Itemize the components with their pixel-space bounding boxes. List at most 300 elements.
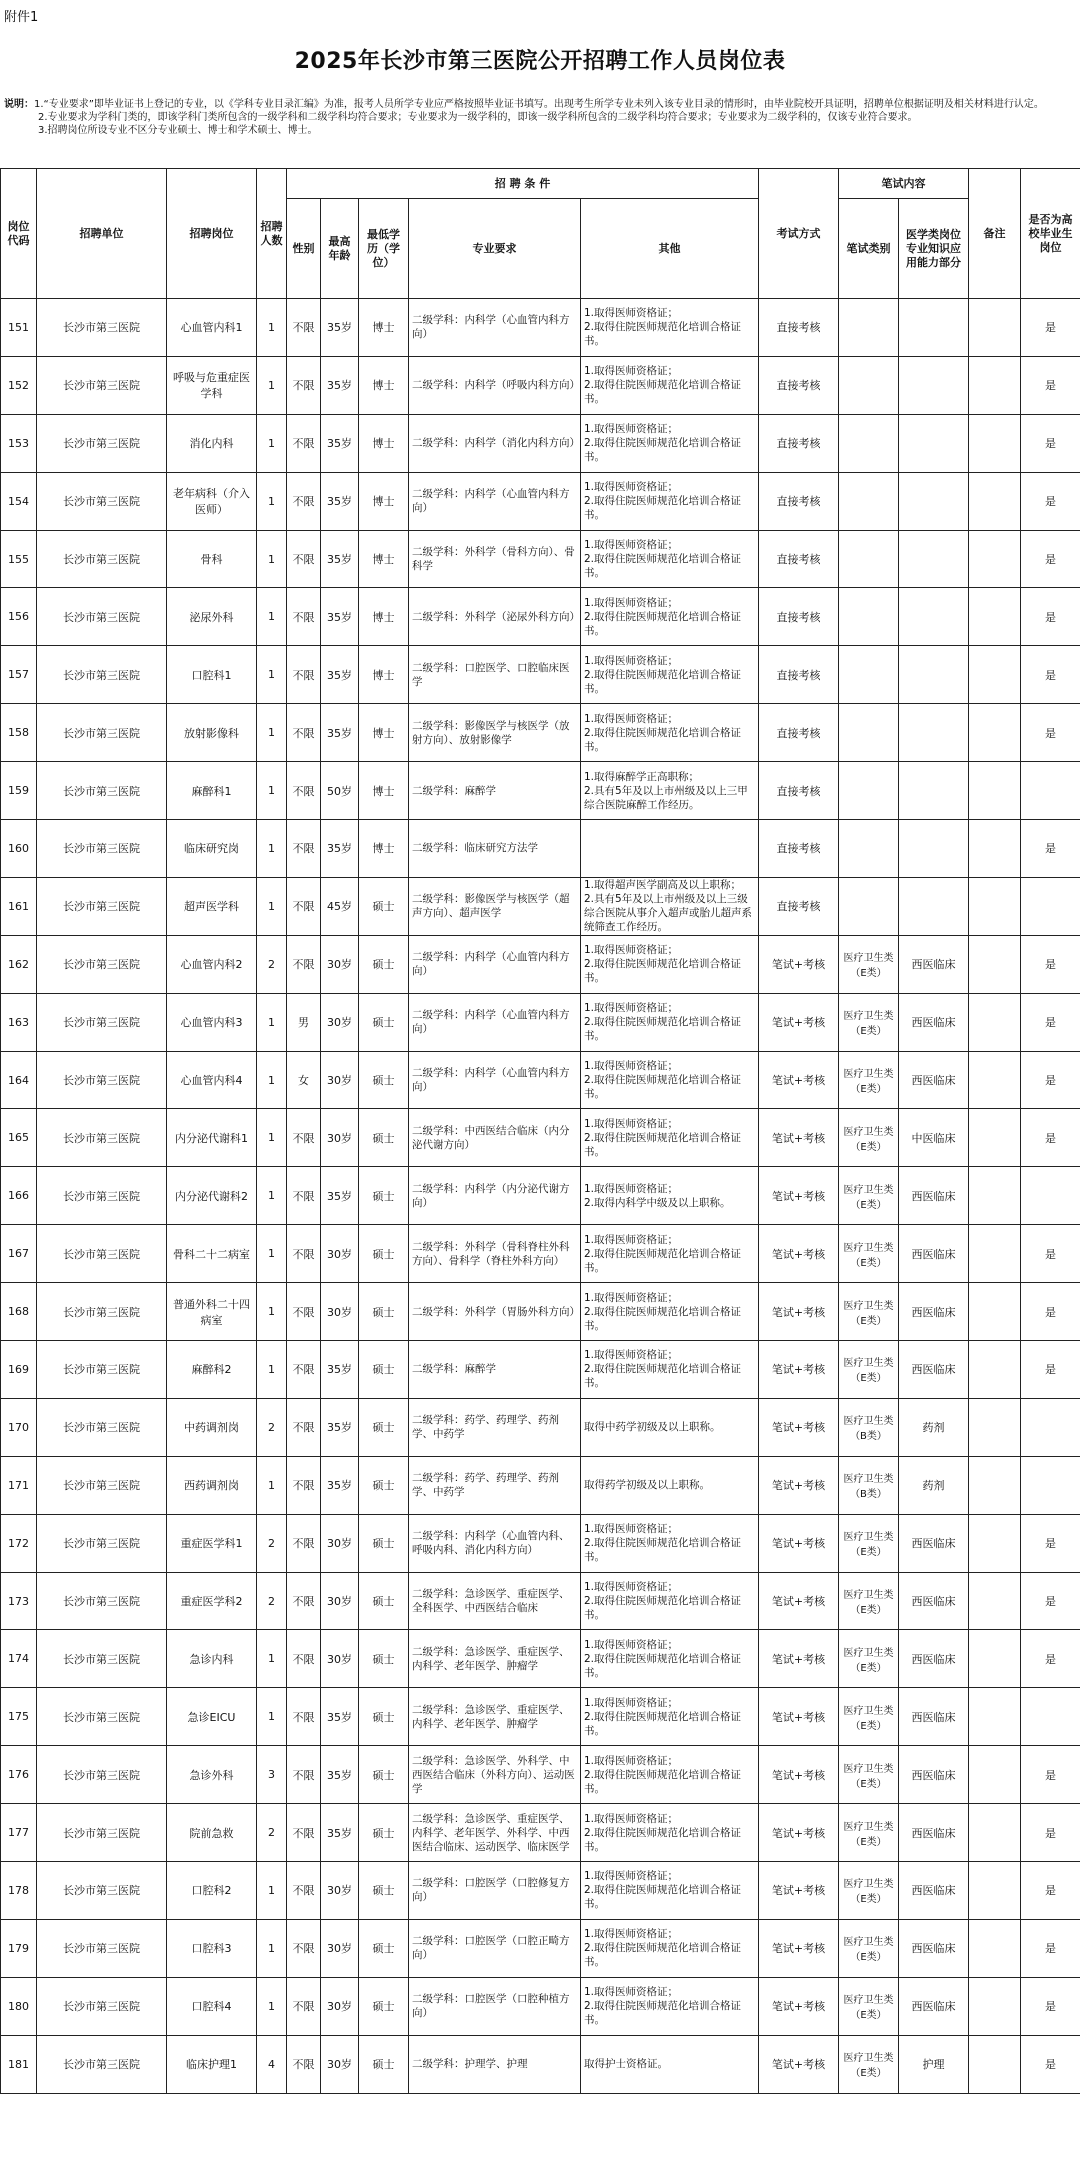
- cell-exam: 笔试+考核: [759, 1167, 839, 1225]
- table-row: [1, 1862, 1080, 1920]
- table-row: [1, 1456, 1080, 1514]
- cell-code: 175: [1, 1688, 37, 1746]
- cell-degree: 硕士: [359, 1746, 409, 1804]
- cell-code: 153: [1, 414, 37, 472]
- cell-remark: [969, 1051, 1021, 1109]
- cell-unit: 长沙市第三医院: [37, 1572, 167, 1630]
- cell-degree: 硕士: [359, 1688, 409, 1746]
- cell-post: 院前急救: [167, 1804, 257, 1862]
- cell-unit: 长沙市第三医院: [37, 935, 167, 993]
- cell-written-sub: 西医临床: [899, 1283, 969, 1341]
- cell-count: 1: [257, 1977, 287, 2035]
- cell-code: 173: [1, 1572, 37, 1630]
- cell-written-sub: [899, 588, 969, 646]
- cell-major: 二级学科：内科学（心血管内科方向）: [409, 1051, 581, 1109]
- cell-age: 30岁: [321, 1514, 359, 1572]
- table-row: [1, 993, 1080, 1051]
- cell-unit: 长沙市第三医院: [37, 1167, 167, 1225]
- cell-remark: [969, 1630, 1021, 1688]
- cell-remark: [969, 646, 1021, 704]
- table-row: [1, 1977, 1080, 2035]
- cell-written-type: 医疗卫生类（E类）: [839, 2035, 899, 2093]
- cell-graduate: [1021, 877, 1080, 935]
- cell-degree: 硕士: [359, 993, 409, 1051]
- page-title: 2025年长沙市第三医院公开招聘工作人员岗位表: [294, 49, 786, 74]
- table-row: [1, 2035, 1080, 2093]
- cell-age: 35岁: [321, 1746, 359, 1804]
- cell-age: 30岁: [321, 1977, 359, 2035]
- cell-graduate: 是: [1021, 820, 1080, 878]
- cell-graduate: [1021, 1167, 1080, 1225]
- cell-other: 1.取得医师资格证； 2.取得住院医师规范化培训合格证书。: [581, 646, 759, 704]
- cell-other: 1.取得医师资格证； 2.取得住院医师规范化培训合格证书。: [581, 1572, 759, 1630]
- cell-gender: 不限: [287, 299, 321, 357]
- cell-remark: [969, 1514, 1021, 1572]
- cell-remark: [969, 1341, 1021, 1399]
- cell-written-type: [839, 472, 899, 530]
- table-row: [1, 1688, 1080, 1746]
- cell-gender: 不限: [287, 1225, 321, 1283]
- cell-unit: 长沙市第三医院: [37, 762, 167, 820]
- cell-gender: 不限: [287, 1456, 321, 1514]
- cell-major: 二级学科：外科学（泌尿外科方向）: [409, 588, 581, 646]
- cell-gender: 不限: [287, 414, 321, 472]
- cell-degree: 博士: [359, 472, 409, 530]
- cell-written-sub: 西医临床: [899, 1225, 969, 1283]
- cell-written-sub: 西医临床: [899, 1746, 969, 1804]
- cell-written-type: [839, 530, 899, 588]
- cell-count: 2: [257, 1804, 287, 1862]
- header-degree: 最低学历（学位）: [359, 199, 409, 299]
- table-row: [1, 1109, 1080, 1167]
- cell-count: 2: [257, 935, 287, 993]
- cell-written-type: 医疗卫生类（B类）: [839, 1456, 899, 1514]
- cell-exam: 笔试+考核: [759, 993, 839, 1051]
- cell-unit: 长沙市第三医院: [37, 588, 167, 646]
- cell-major: 二级学科：内科学（心血管内科方向）: [409, 472, 581, 530]
- cell-written-sub: 西医临床: [899, 1051, 969, 1109]
- cell-unit: 长沙市第三医院: [37, 1804, 167, 1862]
- cell-remark: [969, 1398, 1021, 1456]
- cell-degree: 硕士: [359, 1862, 409, 1920]
- cell-count: 1: [257, 1456, 287, 1514]
- cell-degree: 硕士: [359, 1051, 409, 1109]
- cell-gender: 不限: [287, 356, 321, 414]
- cell-remark: [969, 1225, 1021, 1283]
- cell-code: 167: [1, 1225, 37, 1283]
- table-row: [1, 1514, 1080, 1572]
- cell-written-type: 医疗卫生类（E类）: [839, 1514, 899, 1572]
- cell-unit: 长沙市第三医院: [37, 1630, 167, 1688]
- cell-other: 1.取得医师资格证； 2.取得住院医师规范化培训合格证书。: [581, 1514, 759, 1572]
- cell-exam: 笔试+考核: [759, 1862, 839, 1920]
- cell-written-type: 医疗卫生类（E类）: [839, 1862, 899, 1920]
- cell-count: 1: [257, 1630, 287, 1688]
- cell-graduate: 是: [1021, 1862, 1080, 1920]
- table-body: [1, 299, 1080, 2094]
- cell-major: 二级学科：药学、药理学、药剂学、中药学: [409, 1456, 581, 1514]
- cell-written-sub: [899, 299, 969, 357]
- cell-graduate: 是: [1021, 1804, 1080, 1862]
- cell-gender: 男: [287, 993, 321, 1051]
- table-row: [1, 1283, 1080, 1341]
- cell-other: 1.取得医师资格证； 2.取得住院医师规范化培训合格证书。: [581, 1804, 759, 1862]
- cell-code: 158: [1, 704, 37, 762]
- cell-written-sub: [899, 472, 969, 530]
- cell-gender: 不限: [287, 1514, 321, 1572]
- cell-graduate: 是: [1021, 1225, 1080, 1283]
- header-written: 笔试内容: [839, 169, 969, 199]
- cell-code: 155: [1, 530, 37, 588]
- cell-age: 30岁: [321, 1630, 359, 1688]
- cell-graduate: 是: [1021, 1051, 1080, 1109]
- cell-degree: 博士: [359, 356, 409, 414]
- cell-unit: 长沙市第三医院: [37, 877, 167, 935]
- cell-degree: 硕士: [359, 1167, 409, 1225]
- cell-remark: [969, 935, 1021, 993]
- cell-post: 麻醉科1: [167, 762, 257, 820]
- cell-age: 30岁: [321, 993, 359, 1051]
- cell-remark: [969, 472, 1021, 530]
- cell-written-type: 医疗卫生类（E类）: [839, 1109, 899, 1167]
- cell-code: 171: [1, 1456, 37, 1514]
- cell-written-type: 医疗卫生类（E类）: [839, 935, 899, 993]
- cell-code: 161: [1, 877, 37, 935]
- cell-exam: 直接考核: [759, 472, 839, 530]
- cell-written-sub: 西医临床: [899, 935, 969, 993]
- table-row: [1, 414, 1080, 472]
- cell-major: 二级学科：影像医学与核医学（放射方向）、放射影像学: [409, 704, 581, 762]
- header-unit: 招聘单位: [37, 169, 167, 299]
- cell-age: 30岁: [321, 2035, 359, 2093]
- cell-exam: 笔试+考核: [759, 1341, 839, 1399]
- cell-unit: 长沙市第三医院: [37, 530, 167, 588]
- cell-age: 30岁: [321, 1051, 359, 1109]
- cell-major: 二级学科：急诊医学、重症医学、内科学、老年医学、肿瘤学: [409, 1688, 581, 1746]
- cell-post: 急诊外科: [167, 1746, 257, 1804]
- cell-major: 二级学科：药学、药理学、药剂学、中药学: [409, 1398, 581, 1456]
- header-written-type: 笔试类别: [839, 199, 899, 299]
- cell-degree: 硕士: [359, 1225, 409, 1283]
- table-row: [1, 588, 1080, 646]
- cell-major: 二级学科：急诊医学、重症医学、内科学、老年医学、外科学、中西医结合临床、运动医学、临床医学: [409, 1804, 581, 1862]
- cell-age: 30岁: [321, 1919, 359, 1977]
- cell-other: 1.取得医师资格证； 2.取得住院医师规范化培训合格证书。: [581, 993, 759, 1051]
- cell-gender: 不限: [287, 646, 321, 704]
- table-row: [1, 704, 1080, 762]
- cell-written-sub: [899, 414, 969, 472]
- cell-graduate: 是: [1021, 1572, 1080, 1630]
- cell-graduate: 是: [1021, 472, 1080, 530]
- cell-remark: [969, 1919, 1021, 1977]
- cell-major: 二级学科：外科学（骨科脊柱外科方向）、骨科学（脊柱外科方向）: [409, 1225, 581, 1283]
- cell-written-sub: 西医临床: [899, 1630, 969, 1688]
- header-code: 岗位代码: [1, 169, 37, 299]
- cell-major: 二级学科：内科学（内分泌代谢方向）: [409, 1167, 581, 1225]
- cell-unit: 长沙市第三医院: [37, 1919, 167, 1977]
- cell-degree: 硕士: [359, 1977, 409, 2035]
- cell-code: 172: [1, 1514, 37, 1572]
- cell-code: 164: [1, 1051, 37, 1109]
- cell-written-type: [839, 877, 899, 935]
- cell-count: 1: [257, 993, 287, 1051]
- header-other: 其他: [581, 199, 759, 299]
- cell-post: 中药调剂岗: [167, 1398, 257, 1456]
- cell-gender: 不限: [287, 1630, 321, 1688]
- cell-graduate: 是: [1021, 356, 1080, 414]
- table-row: [1, 1630, 1080, 1688]
- cell-exam: 笔试+考核: [759, 1398, 839, 1456]
- header-major: 专业要求: [409, 199, 581, 299]
- header-written-sub: 医学类岗位专业知识应用能力部分: [899, 199, 969, 299]
- cell-major: 二级学科：中西医结合临床（内分泌代谢方向）: [409, 1109, 581, 1167]
- cell-gender: 不限: [287, 1341, 321, 1399]
- cell-major: 二级学科：口腔医学（口腔修复方向）: [409, 1862, 581, 1920]
- cell-gender: 不限: [287, 1167, 321, 1225]
- cell-major: 二级学科：口腔医学（口腔种植方向）: [409, 1977, 581, 2035]
- cell-other: 1.取得医师资格证； 2.取得住院医师规范化培训合格证书。: [581, 1919, 759, 1977]
- cell-graduate: 是: [1021, 646, 1080, 704]
- cell-post: 重症医学科1: [167, 1514, 257, 1572]
- cell-written-type: [839, 762, 899, 820]
- cell-degree: 硕士: [359, 1109, 409, 1167]
- cell-written-type: 医疗卫生类（E类）: [839, 1688, 899, 1746]
- cell-graduate: 是: [1021, 530, 1080, 588]
- cell-major: 二级学科：急诊医学、重症医学、全科医学、中西医结合临床: [409, 1572, 581, 1630]
- cell-code: 174: [1, 1630, 37, 1688]
- cell-post: 西药调剂岗: [167, 1456, 257, 1514]
- cell-graduate: 是: [1021, 993, 1080, 1051]
- cell-written-type: 医疗卫生类（E类）: [839, 1572, 899, 1630]
- cell-written-sub: [899, 530, 969, 588]
- cell-remark: [969, 704, 1021, 762]
- cell-written-sub: 西医临床: [899, 1862, 969, 1920]
- cell-exam: 直接考核: [759, 704, 839, 762]
- cell-age: 35岁: [321, 1456, 359, 1514]
- cell-age: 35岁: [321, 414, 359, 472]
- cell-code: 177: [1, 1804, 37, 1862]
- table-row: [1, 646, 1080, 704]
- cell-gender: 不限: [287, 704, 321, 762]
- cell-exam: 笔试+考核: [759, 1688, 839, 1746]
- cell-count: 1: [257, 820, 287, 878]
- cell-post: 内分泌代谢科2: [167, 1167, 257, 1225]
- cell-written-sub: [899, 877, 969, 935]
- cell-unit: 长沙市第三医院: [37, 472, 167, 530]
- cell-post: 内分泌代谢科1: [167, 1109, 257, 1167]
- table-row: [1, 1919, 1080, 1977]
- cell-unit: 长沙市第三医院: [37, 1746, 167, 1804]
- cell-written-type: 医疗卫生类（E类）: [839, 1977, 899, 2035]
- notes-lead: 说明：: [4, 99, 34, 110]
- cell-other: 1.取得医师资格证； 2.取得住院医师规范化培训合格证书。: [581, 1746, 759, 1804]
- cell-age: 30岁: [321, 1109, 359, 1167]
- cell-unit: 长沙市第三医院: [37, 1398, 167, 1456]
- cell-gender: 不限: [287, 1283, 321, 1341]
- cell-written-type: [839, 820, 899, 878]
- cell-written-sub: [899, 704, 969, 762]
- cell-unit: 长沙市第三医院: [37, 414, 167, 472]
- table-row: [1, 1225, 1080, 1283]
- cell-count: 1: [257, 588, 287, 646]
- cell-written-type: [839, 646, 899, 704]
- note-item-2: 2.专业要求为学科门类的，即该学科门类所包含的一级学科和二级学科均符合要求；专业要求为一级学科的，即该一级学科所包含的二级学科均符合要求；专业要求为二级学科的，仅该专业符合要求。: [38, 112, 918, 123]
- header-exam: 考试方式: [759, 169, 839, 299]
- cell-major: 二级学科：急诊医学、外科学、中西医结合临床（外科方向）、运动医学: [409, 1746, 581, 1804]
- cell-written-type: 医疗卫生类（E类）: [839, 993, 899, 1051]
- table-row: [1, 935, 1080, 993]
- table-row: [1, 1572, 1080, 1630]
- cell-post: 消化内科: [167, 414, 257, 472]
- cell-exam: 直接考核: [759, 646, 839, 704]
- cell-unit: 长沙市第三医院: [37, 1688, 167, 1746]
- cell-unit: 长沙市第三医院: [37, 1051, 167, 1109]
- cell-other: 取得中药学初级及以上职称。: [581, 1398, 759, 1456]
- cell-unit: 长沙市第三医院: [37, 646, 167, 704]
- cell-degree: 博士: [359, 646, 409, 704]
- cell-graduate: 是: [1021, 414, 1080, 472]
- cell-other: 取得药学初级及以上职称。: [581, 1456, 759, 1514]
- header-row-top: [1, 169, 1080, 199]
- cell-code: 169: [1, 1341, 37, 1399]
- table-row: [1, 1746, 1080, 1804]
- cell-other: 取得护士资格证。: [581, 2035, 759, 2093]
- table-row: [1, 299, 1080, 357]
- cell-code: 180: [1, 1977, 37, 2035]
- cell-written-type: 医疗卫生类（E类）: [839, 1341, 899, 1399]
- cell-major: 二级学科：临床研究方法学: [409, 820, 581, 878]
- cell-remark: [969, 1688, 1021, 1746]
- cell-degree: 博士: [359, 530, 409, 588]
- cell-gender: 不限: [287, 1688, 321, 1746]
- cell-other: 1.取得医师资格证； 2.取得住院医师规范化培训合格证书。: [581, 935, 759, 993]
- cell-degree: 博士: [359, 820, 409, 878]
- note-item-1: 说明：1.“专业要求”即毕业证书上登记的专业，以《学科专业目录汇编》为准，报考人员所学专业应严格按照毕业证书填写。出现考生所学专业未列入该专业目录的情形时，由毕业院校开具证明，招聘单位根据证明及相关材料进行认定。: [4, 99, 1044, 110]
- cell-remark: [969, 820, 1021, 878]
- cell-code: 179: [1, 1919, 37, 1977]
- cell-degree: 博士: [359, 299, 409, 357]
- table-row: [1, 530, 1080, 588]
- cell-major: 二级学科：内科学（心血管内科、呼吸内科、消化内科方向）: [409, 1514, 581, 1572]
- cell-other: 1.取得超声医学副高及以上职称； 2.具有5年及以上市州级及以上三级综合医院从事介入超声或胎儿超声系统筛查工作经历。: [581, 877, 759, 935]
- cell-count: 1: [257, 1341, 287, 1399]
- cell-remark: [969, 1283, 1021, 1341]
- cell-code: 176: [1, 1746, 37, 1804]
- cell-age: 35岁: [321, 472, 359, 530]
- cell-unit: 长沙市第三医院: [37, 299, 167, 357]
- cell-written-type: [839, 414, 899, 472]
- cell-post: 呼吸与危重症医学科: [167, 356, 257, 414]
- cell-written-type: 医疗卫生类（E类）: [839, 1051, 899, 1109]
- cell-code: 159: [1, 762, 37, 820]
- cell-code: 166: [1, 1167, 37, 1225]
- cell-remark: [969, 1804, 1021, 1862]
- cell-exam: 笔试+考核: [759, 1225, 839, 1283]
- cell-gender: 不限: [287, 1746, 321, 1804]
- cell-other: 1.取得医师资格证； 2.取得住院医师规范化培训合格证书。: [581, 1862, 759, 1920]
- cell-count: 1: [257, 530, 287, 588]
- cell-remark: [969, 1746, 1021, 1804]
- header-remark: 备注: [969, 169, 1021, 299]
- cell-count: 1: [257, 356, 287, 414]
- cell-graduate: 是: [1021, 1919, 1080, 1977]
- cell-age: 35岁: [321, 356, 359, 414]
- cell-count: 1: [257, 414, 287, 472]
- cell-post: 骨科二十二病室: [167, 1225, 257, 1283]
- cell-exam: 笔试+考核: [759, 1572, 839, 1630]
- cell-code: 178: [1, 1862, 37, 1920]
- cell-exam: 直接考核: [759, 762, 839, 820]
- cell-written-type: [839, 704, 899, 762]
- cell-unit: 长沙市第三医院: [37, 1977, 167, 2035]
- cell-age: 45岁: [321, 877, 359, 935]
- cell-unit: 长沙市第三医院: [37, 1109, 167, 1167]
- attachment-label: 附件1: [4, 10, 39, 25]
- cell-written-type: 医疗卫生类（E类）: [839, 1804, 899, 1862]
- cell-remark: [969, 356, 1021, 414]
- cell-written-sub: [899, 356, 969, 414]
- table-row: [1, 356, 1080, 414]
- cell-graduate: 是: [1021, 1746, 1080, 1804]
- header-age: 最高年龄: [321, 199, 359, 299]
- cell-graduate: 是: [1021, 1109, 1080, 1167]
- cell-gender: 不限: [287, 588, 321, 646]
- cell-other: 1.取得医师资格证； 2.取得住院医师规范化培训合格证书。: [581, 588, 759, 646]
- cell-other: 1.取得医师资格证； 2.取得住院医师规范化培训合格证书。: [581, 1341, 759, 1399]
- cell-count: 1: [257, 1051, 287, 1109]
- cell-remark: [969, 299, 1021, 357]
- cell-unit: 长沙市第三医院: [37, 1456, 167, 1514]
- cell-graduate: [1021, 1456, 1080, 1514]
- cell-count: 2: [257, 1398, 287, 1456]
- cell-post: 麻醉科2: [167, 1341, 257, 1399]
- cell-major: 二级学科：麻醉学: [409, 1341, 581, 1399]
- cell-exam: 直接考核: [759, 877, 839, 935]
- cell-code: 151: [1, 299, 37, 357]
- cell-exam: 直接考核: [759, 299, 839, 357]
- cell-age: 35岁: [321, 646, 359, 704]
- cell-code: 165: [1, 1109, 37, 1167]
- cell-graduate: [1021, 1688, 1080, 1746]
- cell-major: 二级学科：影像医学与核医学（超声方向）、超声医学: [409, 877, 581, 935]
- cell-unit: 长沙市第三医院: [37, 704, 167, 762]
- cell-major: 二级学科：内科学（心血管内科方向）: [409, 993, 581, 1051]
- cell-post: 超声医学科: [167, 877, 257, 935]
- cell-count: 1: [257, 1919, 287, 1977]
- cell-written-type: [839, 588, 899, 646]
- cell-age: 35岁: [321, 704, 359, 762]
- cell-gender: 不限: [287, 472, 321, 530]
- header-graduate: 是否为高校毕业生岗位: [1021, 169, 1080, 299]
- cell-post: 放射影像科: [167, 704, 257, 762]
- cell-exam: 笔试+考核: [759, 1456, 839, 1514]
- cell-written-type: 医疗卫生类（E类）: [839, 1630, 899, 1688]
- cell-gender: 不限: [287, 820, 321, 878]
- cell-gender: 不限: [287, 530, 321, 588]
- cell-degree: 硕士: [359, 1572, 409, 1630]
- cell-post: 临床研究岗: [167, 820, 257, 878]
- cell-age: 35岁: [321, 1804, 359, 1862]
- cell-degree: 硕士: [359, 1919, 409, 1977]
- table-row: [1, 762, 1080, 820]
- cell-post: 口腔科1: [167, 646, 257, 704]
- cell-post: 心血管内科1: [167, 299, 257, 357]
- cell-graduate: 是: [1021, 1630, 1080, 1688]
- cell-count: 3: [257, 1746, 287, 1804]
- cell-age: 35岁: [321, 299, 359, 357]
- cell-other: 1.取得医师资格证； 2.取得住院医师规范化培训合格证书。: [581, 1109, 759, 1167]
- cell-written-type: 医疗卫生类（B类）: [839, 1398, 899, 1456]
